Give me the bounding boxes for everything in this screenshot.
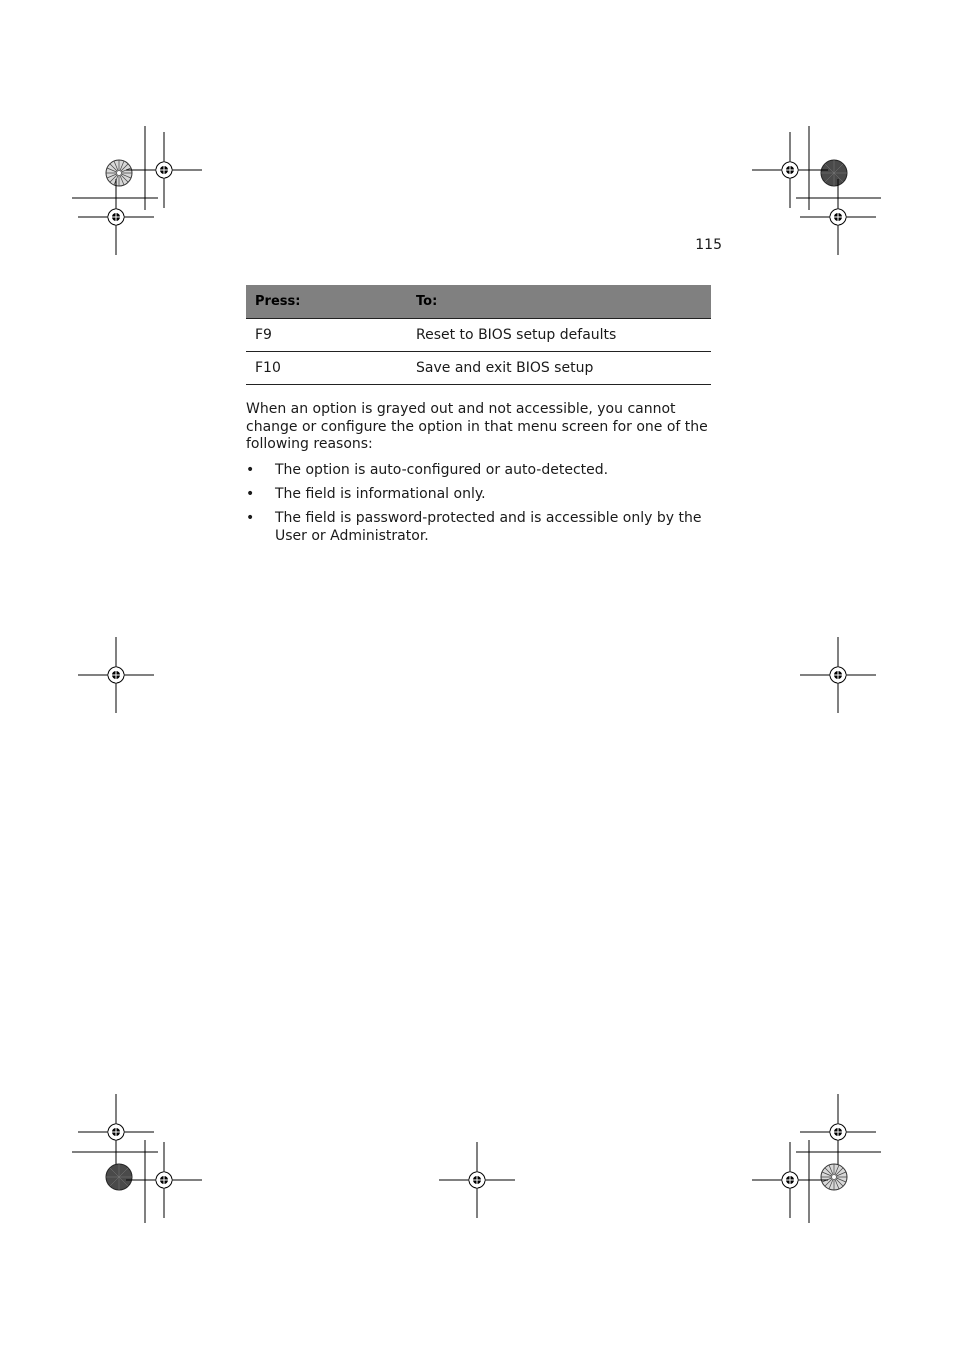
column-header-to: To:	[407, 285, 711, 319]
table-row	[246, 319, 711, 352]
table-row	[246, 352, 711, 385]
bios-keys-table	[246, 285, 711, 385]
bullet-icon: •	[246, 510, 255, 526]
bullet-icon: •	[246, 462, 255, 478]
list-item-text: The option is auto-configured or auto-detected.	[275, 462, 609, 478]
action-cell: Reset to BIOS setup defaults	[407, 319, 711, 352]
reasons-list	[246, 462, 716, 552]
key-cell: F10	[246, 352, 407, 385]
key-cell: F9	[246, 319, 407, 352]
list-item	[246, 486, 716, 504]
body-paragraph: When an option is grayed out and not accessible, you cannot change or configure the option in that menu screen for one of the following reasons:	[246, 401, 708, 452]
page-number: 115	[695, 237, 722, 253]
list-item	[246, 462, 716, 480]
action-cell: Save and exit BIOS setup	[407, 352, 711, 385]
list-item	[246, 510, 716, 545]
list-item-text: The field is informational only.	[275, 486, 486, 502]
bullet-icon: •	[246, 486, 255, 502]
table-header-row	[246, 285, 711, 319]
column-header-press: Press:	[246, 285, 407, 319]
list-item-text: The field is password-protected and is accessible only by the User or Administrator.	[275, 510, 702, 544]
